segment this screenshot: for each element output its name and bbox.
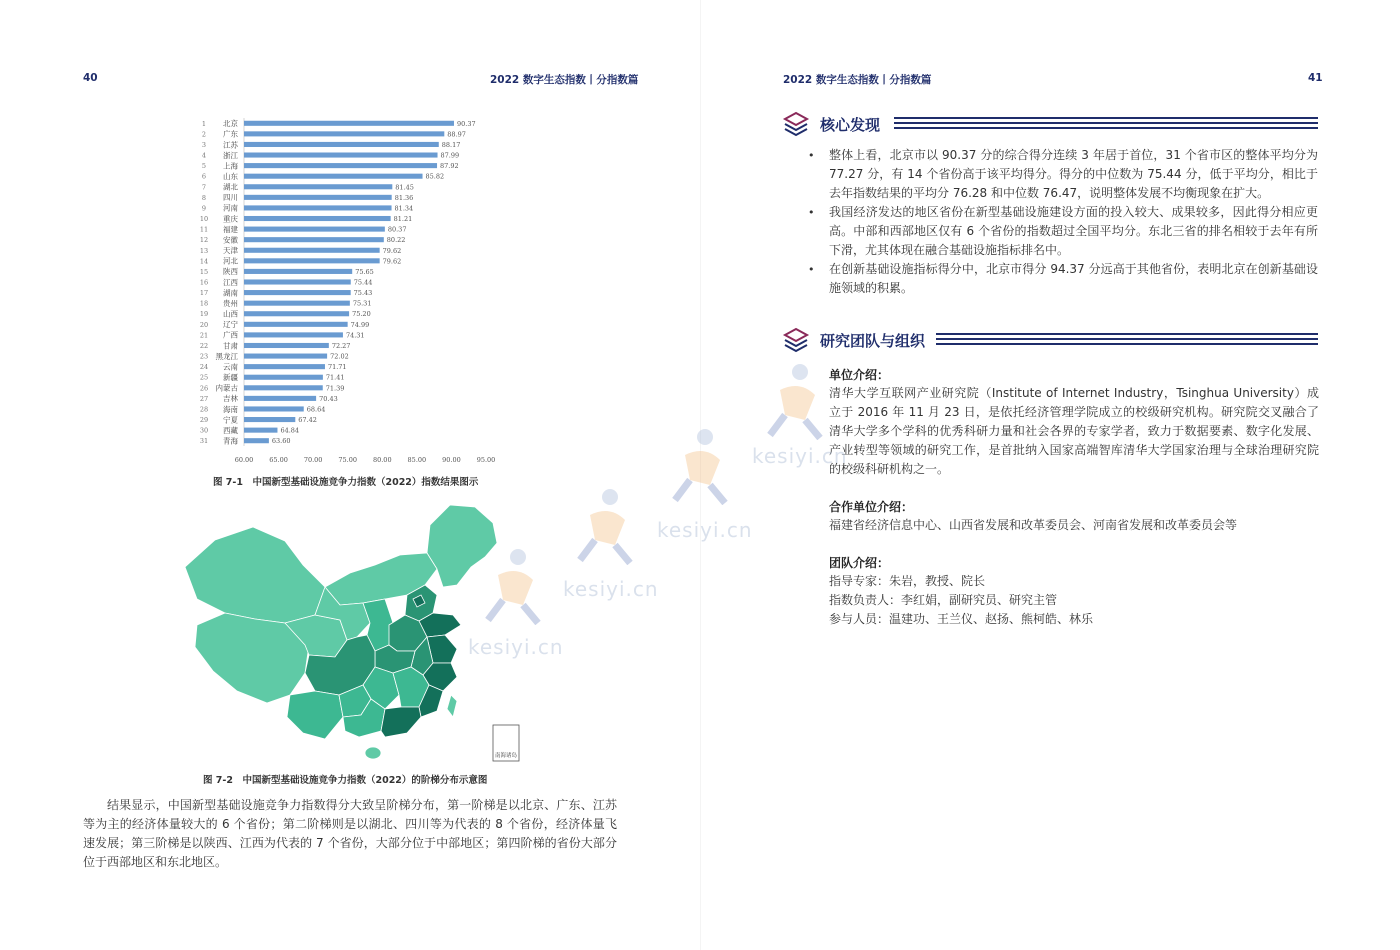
bar: [244, 227, 385, 232]
left-body-paragraph: 结果显示，中国新型基础设施竞争力指数得分大致呈阶梯分布，第一阶梯是以北京、广东、江苏等为主的经济体量较大的 6 个省份；第二阶梯则是以湖北、四川等为代表的 8 个省份，经济体量飞速发展；第三阶梯是以陕西、江西为代表的 7 个省份，大部分位于中部地区；第四阶梯的省份大部分位于西部地区和东北地区。: [83, 798, 617, 869]
data-label: 75.20: [352, 310, 371, 319]
bar: [244, 184, 392, 189]
category-label: 甘肃: [223, 341, 238, 351]
bar: [244, 258, 380, 263]
category-label: 北京: [223, 119, 238, 129]
watermark-runner-figure: [760, 360, 830, 440]
category-label: 内蒙古: [215, 383, 238, 393]
bar: [244, 375, 323, 380]
bar: [244, 301, 350, 306]
x-tick-label: 80.00: [372, 456, 392, 464]
left-running-title: 2022 数字生态指数丨分指数篇: [490, 74, 639, 86]
watermark-text: kesiyi.cn: [752, 444, 848, 468]
category-label: 青海: [223, 436, 238, 446]
bar: [244, 205, 392, 210]
x-tick-label: 65.00: [269, 456, 288, 464]
team-member-line: 指导专家：朱岩，教授、院长: [829, 574, 986, 588]
core-findings-heading: [782, 110, 1318, 140]
right-page-number: 41: [1308, 72, 1323, 84]
x-tick-label: 75.00: [338, 456, 358, 464]
unit-text: 清华大学互联网产业研究院（Institute of Internet Industry，Tsinghua University）成立于 2016 年 11 月 23 日，是依托经济管理学院成立的校级研究机构。研究院交叉融合了清华大学多个学科的优秀科研力量和社会各界的专家学者，致力于数据要素、数字化发展、产业转型等领域的研究工作，是首批纳入国家高端智库清华大学国家治理与全球治理研究院的校级科研机构之一。: [829, 386, 1319, 476]
bar: [244, 248, 380, 253]
bar: [244, 279, 351, 284]
data-label: 87.92: [440, 162, 459, 171]
finding-bullet: • 我国经济发达的地区省份在新型基础设施建设方面的投入较大、成果较多，因此得分相应更高。中部和西部地区仅有 6 个省份的指数超过全国平均分。东北三省的排名相较于去年有所下滑，尤其体现在融合基础设施指标排名中。: [808, 203, 1318, 260]
rank-label: 7: [201, 183, 207, 192]
watermark-runner-figure: [665, 425, 735, 505]
x-tick-label: 90.00: [442, 456, 461, 464]
category-label: 吉林: [223, 394, 238, 404]
category-label: 福建: [223, 224, 238, 234]
rank-label: 23: [199, 352, 209, 361]
bar: [244, 311, 349, 316]
category-label: 湖南: [223, 288, 238, 298]
category-label: 山西: [223, 309, 238, 319]
rank-label: 14: [199, 257, 209, 266]
rank-label: 17: [199, 289, 209, 298]
unit-label: 单位介绍：: [829, 368, 890, 382]
category-label: 江西: [223, 277, 238, 287]
watermark-text: kesiyi.cn: [468, 635, 564, 659]
category-label: 安徽: [223, 235, 238, 245]
data-label: 74.99: [350, 320, 370, 329]
rank-label: 3: [201, 140, 207, 149]
core-findings-list: [808, 146, 1318, 298]
category-label: 西藏: [223, 425, 238, 435]
category-label: 上海: [223, 161, 238, 171]
bar: [244, 237, 384, 242]
x-tick-label: 60.00: [234, 456, 254, 464]
category-label: 河南: [223, 203, 238, 213]
rank-label: 27: [199, 394, 209, 403]
data-label: 85.82: [425, 172, 445, 181]
rank-label: 8: [201, 193, 207, 202]
bar: [244, 269, 352, 274]
data-label: 75.44: [353, 278, 373, 287]
data-label: 79.62: [382, 246, 402, 255]
category-label: 重庆: [223, 214, 238, 224]
category-label: 新疆: [223, 373, 238, 383]
data-label: 81.34: [394, 204, 414, 213]
bar: [244, 438, 269, 443]
data-label: 71.39: [325, 384, 345, 393]
category-label: 浙江: [223, 150, 238, 160]
data-label: 80.22: [386, 236, 406, 245]
bar: [244, 195, 392, 200]
category-label: 海南: [223, 404, 238, 414]
data-label: 71.71: [327, 363, 347, 372]
heading-rule: [894, 117, 1318, 129]
team-member-line: 参与人员：温建功、王兰仪、赵扬、熊柯皓、林乐: [829, 612, 1094, 626]
map-region-yunnan: [287, 691, 343, 739]
category-label: 辽宁: [223, 320, 238, 330]
rank-label: 20: [199, 320, 209, 329]
china-tier-map: [175, 495, 525, 765]
rank-label: 28: [199, 405, 209, 414]
data-label: 88.97: [447, 130, 466, 139]
bar: [244, 354, 327, 359]
heading-rule: [936, 333, 1318, 345]
category-label: 黑龙江: [215, 351, 238, 361]
data-label: 68.64: [306, 405, 326, 414]
rank-label: 21: [199, 331, 209, 340]
map-region-hainan: [365, 747, 381, 759]
data-label: 67.42: [298, 416, 317, 425]
bar: [244, 364, 325, 369]
map-inset-label: 南海诸岛: [494, 753, 518, 759]
watermark-runner-figure: [478, 545, 548, 625]
rank-label: 15: [199, 267, 209, 276]
data-label: 72.27: [331, 341, 351, 350]
category-label: 贵州: [223, 298, 238, 308]
data-label: 74.31: [345, 331, 365, 340]
rank-label: 24: [199, 363, 209, 372]
bar: [244, 163, 437, 168]
x-tick-label: 95.00: [476, 456, 496, 464]
category-label: 江苏: [223, 140, 238, 150]
rank-label: 9: [201, 204, 207, 213]
data-label: 75.65: [355, 267, 374, 276]
rank-label: 29: [199, 416, 209, 425]
rank-label: 30: [199, 426, 209, 435]
bar: [244, 131, 444, 136]
rank-label: 2: [201, 130, 207, 139]
bar: [244, 396, 316, 401]
data-label: 63.60: [271, 437, 291, 446]
category-label: 河北: [223, 256, 238, 266]
data-label: 80.37: [387, 225, 407, 234]
category-label: 湖北: [223, 182, 238, 192]
finding-bullet: • 在创新基础设施指标得分中，北京市得分 94.37 分远高于其他省份，表明北京在创新基础设施领域的积累。: [808, 260, 1318, 298]
bar: [244, 385, 323, 390]
bar: [244, 174, 423, 179]
team-heading: [782, 326, 1318, 356]
category-label: 广东: [223, 129, 238, 139]
rank-label: 13: [199, 246, 209, 255]
category-label: 四川: [223, 193, 238, 203]
bar: [244, 290, 351, 295]
team-title: 研究团队与组织: [820, 332, 926, 350]
bar: [244, 406, 304, 411]
rank-label: 11: [199, 225, 209, 234]
rank-label: 22: [199, 341, 209, 350]
data-label: 81.45: [395, 183, 414, 192]
rank-label: 16: [199, 278, 209, 287]
team-member-line: 指数负责人：李红娟，副研究员、研究主管: [829, 593, 1058, 607]
data-label: 81.36: [394, 193, 414, 202]
layers-icon: [782, 326, 810, 354]
bar: [244, 142, 439, 147]
layers-icon: [782, 110, 810, 138]
rank-label: 1: [201, 119, 207, 128]
data-label: 75.43: [353, 289, 373, 298]
x-tick-label: 70.00: [303, 456, 323, 464]
rank-label: 26: [199, 384, 209, 393]
data-label: 90.37: [456, 119, 476, 128]
category-label: 云南: [223, 362, 238, 372]
bar: [244, 428, 277, 433]
figure1-caption: 图 7-1 中国新型基础设施竞争力指数（2022）指数结果图示: [213, 477, 479, 488]
rank-label: 12: [199, 236, 209, 245]
data-label: 81.21: [393, 215, 413, 224]
data-label: 88.17: [441, 140, 461, 149]
data-label: 87.99: [440, 151, 460, 160]
data-label: 70.43: [319, 394, 338, 403]
map-region-xinjiang: [185, 527, 325, 623]
rank-label: 25: [199, 373, 209, 382]
rank-label: 4: [201, 151, 207, 160]
rank-label: 31: [199, 437, 209, 446]
left-page-number: 40: [83, 72, 98, 84]
bar-chart: [196, 112, 501, 470]
watermark-runner-figure: [570, 485, 640, 565]
bar: [244, 332, 343, 337]
rank-label: 19: [199, 310, 209, 319]
bar: [244, 121, 454, 126]
watermark-text: kesiyi.cn: [563, 577, 659, 601]
map-region-taiwan: [447, 695, 457, 717]
map-region-guangdong: [381, 707, 421, 737]
rank-label: 10: [199, 215, 209, 224]
category-label: 天津: [223, 246, 238, 256]
bar: [244, 152, 438, 157]
rank-label: 6: [201, 172, 207, 181]
data-label: 64.84: [280, 426, 300, 435]
bar: [244, 216, 391, 221]
bar: [244, 343, 329, 348]
data-label: 79.62: [382, 257, 402, 266]
core-findings-title: 核心发现: [820, 116, 881, 134]
finding-bullet: • 整体上看，北京市以 90.37 分的综合得分连续 3 年居于首位，31 个省市区的整体平均分为 77.27 分，有 14 个省份高于该平均得分。得分的中位数为 75.44 分，低于平均分，相比于去年指数结果的平均分 76.28 和中位数 76.47，说明整体发展不均衡现象在扩大。: [808, 146, 1318, 203]
team-label: 团队介绍：: [829, 556, 890, 570]
x-tick-label: 85.00: [407, 456, 427, 464]
data-label: 75.31: [352, 299, 372, 308]
rank-label: 18: [199, 299, 209, 308]
partner-label: 合作单位介绍：: [829, 500, 914, 514]
rank-label: 5: [201, 162, 207, 171]
right-running-title: 2022 数字生态指数丨分指数篇: [783, 74, 932, 86]
watermark-text: kesiyi.cn: [657, 518, 753, 542]
category-label: 陕西: [223, 267, 238, 277]
bar: [244, 417, 295, 422]
category-label: 广西: [223, 330, 238, 340]
bar: [244, 322, 348, 327]
data-label: 72.02: [330, 352, 349, 361]
figure2-caption: 图 7-2 中国新型基础设施竞争力指数（2022）的阶梯分布示意图: [203, 775, 488, 786]
data-label: 71.41: [325, 373, 345, 382]
category-label: 宁夏: [223, 415, 238, 425]
partner-text: 福建省经济信息中心、山西省发展和改革委员会、河南省发展和改革委员会等: [829, 518, 1238, 532]
category-label: 山东: [223, 171, 238, 181]
